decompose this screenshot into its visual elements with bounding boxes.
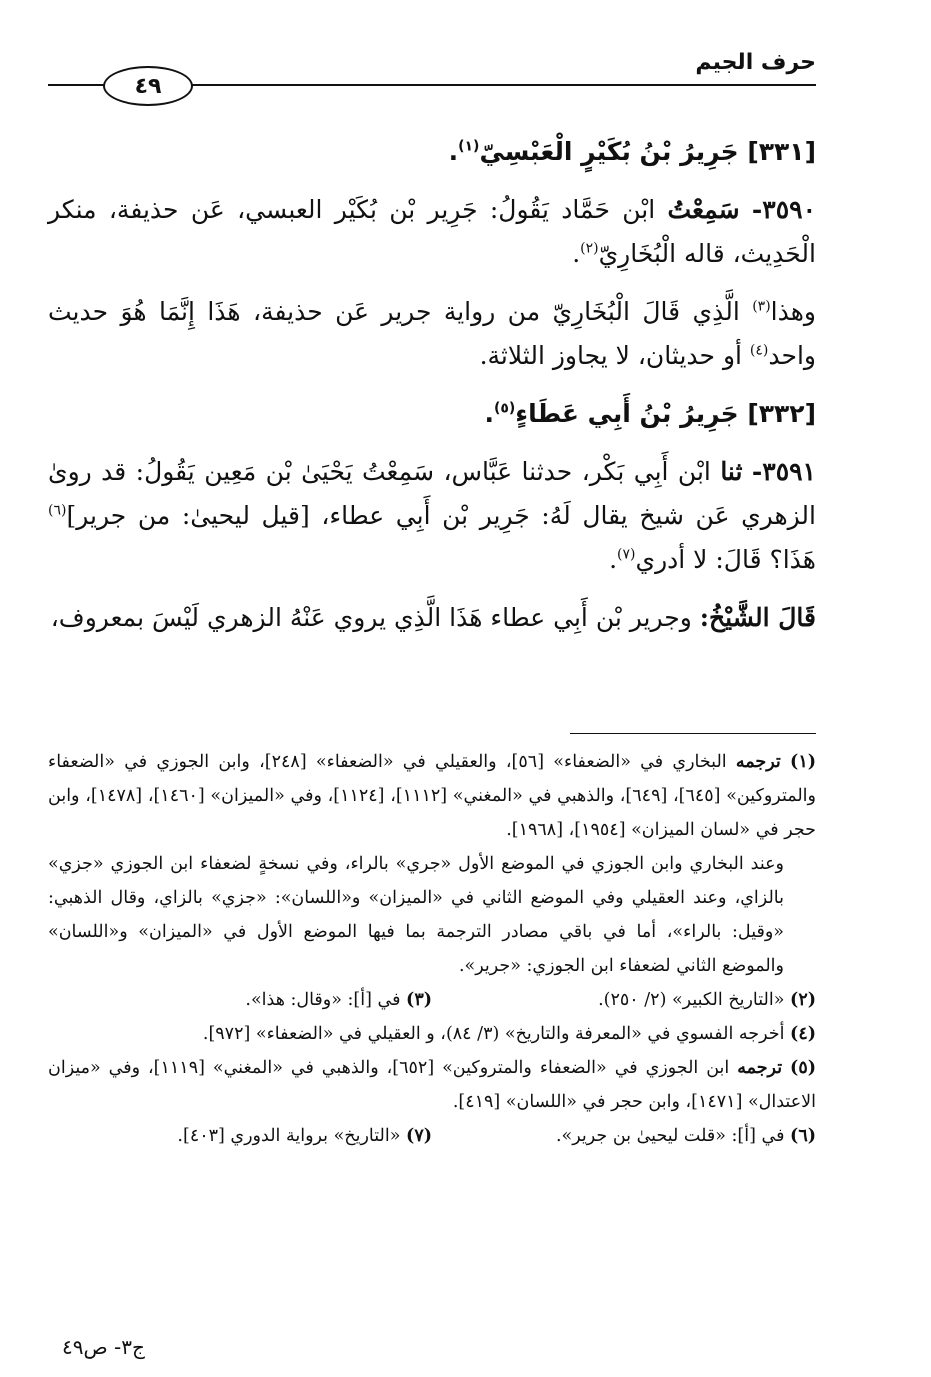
lead-word: سَمِعْتُ <box>667 195 740 224</box>
entry-heading-331: [٣٣١] جَرِيرُ بْنُ بُكَيْرٍ الْعَبْسِيّ$^{(١)}$. <box>448 137 816 166</box>
footnote-2: (٢) «التاريخ الكبير» (٢/ ٢٥٠). <box>598 990 816 1010</box>
footnote-row-6-7 <box>48 1119 816 1153</box>
paragraph-3590: ٣٥٩٠- سَمِعْتُ ابْن حَمَّاد يَقُولُ: جَرِير بْن بُكَيْر العبسي، عَن حذيفة، منكر الْحَدِيث، قاله الْبُخَارِيّ$^{(٢)}$. <box>48 195 816 268</box>
footnote-6: (٦) في [أ]: «قلت ليحيىٰ بن جرير». <box>555 1126 816 1146</box>
footnote-ref: (١) <box>458 138 480 155</box>
footnote-1: (١) ترجمه البخاري في «الضعفاء» [٥٦]، والعقيلي في «الضعفاء» [٢٤٨]، وابن الجوزي في «الضعفاء والمتروكين» [٦٤٥]، [٦٤٩]، والذهبي في «المغني» [١١١٢]، [١١٢٤]، وفي «الميزان» [١٤٦٠]، [١٤٧٨]، وابن حجر في «لسان الميزان» [١٩٥٤]، [١٩٦٨]. <box>48 752 816 840</box>
footnotes <box>48 745 816 1153</box>
entry-heading-332: [٣٣٢] جَرِيرُ بْنُ أَبِي عَطَاءٍ$^{(٥)}$. <box>484 399 816 428</box>
lead-word: ثنا <box>720 457 743 486</box>
footnote-ref: (٢) <box>580 240 599 257</box>
footnote-ref: (٤) <box>749 342 769 359</box>
paragraph-commentary: وهذا$^{(٣)}$ الَّذِي قَالَ الْبُخَارِيّ من رواية جرير عَن حذيفة، هَذَا إِنَّمَا هُوَ حديث واحد$^{(٤)}$ أو حديثان، لا يجاوز الثلاثة. <box>48 297 816 370</box>
footnote-3: (٣) في [أ]: «وقال: هذا». <box>245 990 432 1010</box>
footnote-ref: (٦) <box>48 502 67 519</box>
footnote-4: (٤) أخرجه الفسوي في «المعرفة والتاريخ» (٣/ ٨٤)، و العقيلي في «الضعفاء» [٩٧٢]. <box>202 1024 816 1044</box>
page-number: ٤٩ <box>103 66 193 106</box>
volume-page-footer: ج٣- ص٤٩ <box>62 1335 145 1359</box>
footnote-ref: (٣) <box>752 298 771 315</box>
footnote-5: (٥) ترجمه ابن الجوزي في «الضعفاء والمتروكين» [٦٥٢]، والذهبي في «المغني» [١١١٩]، وفي «ميزان الاعتدال» [١٤٧١]، وابن حجر في «اللسان» [٤١٩]. <box>48 1058 816 1112</box>
hadith-number: ٣٥٩٠- <box>751 195 816 224</box>
paragraph-3591: ٣٥٩١- ثنا ابْن أَبِي بَكْر، حدثنا عَبَّاس، سَمِعْتُ يَحْيَىٰ بْن مَعِين يَقُولُ: قد روىٰ الزهري عَن شيخ يقال لَهُ: جَرِير بْن أَبِي عطاء، [قيل ليحيىٰ: من جرير]$^{(٦)}$ هَذَا؟ قَالَ: لا أدري$^{(٧)}$. <box>48 457 816 574</box>
footnote-ref: (٧) <box>617 546 636 563</box>
paragraph-sheikh: قَالَ الشَّيْخُ: وجرير بْن أَبِي عطاء هَذَا الَّذِي يروي عَنْهُ الزهري لَيْسَ بمعروف، <box>50 603 816 632</box>
footnote-7: (٧) «التاريخ» برواية الدوري [٤٠٣]. <box>177 1126 432 1146</box>
main-text <box>48 130 816 654</box>
footnote-row-2-3 <box>48 983 816 1017</box>
footnotes-separator <box>570 733 816 734</box>
footnote-1-continuation: وعند البخاري وابن الجوزي في الموضع الأول «جري» بالراء، وفي نسخةٍ لضعفاء ابن الجوزي «جزي» بالزاي، وعند العقيلي وفي الموضع الثاني في «الميزان» و«اللسان»: «جزي» بالزاي، وقال الذهبي: «وقيل: بالراء»، أما في باقي مصادر الترجمة بما فيها الموضع الأول في «الميزان» و«اللسان» والموضع الثاني لضعفاء ابن الجوزي: «جرير». <box>48 854 784 976</box>
footnote-ref: (٥) <box>493 400 516 417</box>
lead-word: قَالَ الشَّيْخُ: <box>699 603 816 632</box>
chapter-title: حرف الجيم <box>695 50 816 75</box>
hadith-number: ٣٥٩١- <box>751 457 816 486</box>
